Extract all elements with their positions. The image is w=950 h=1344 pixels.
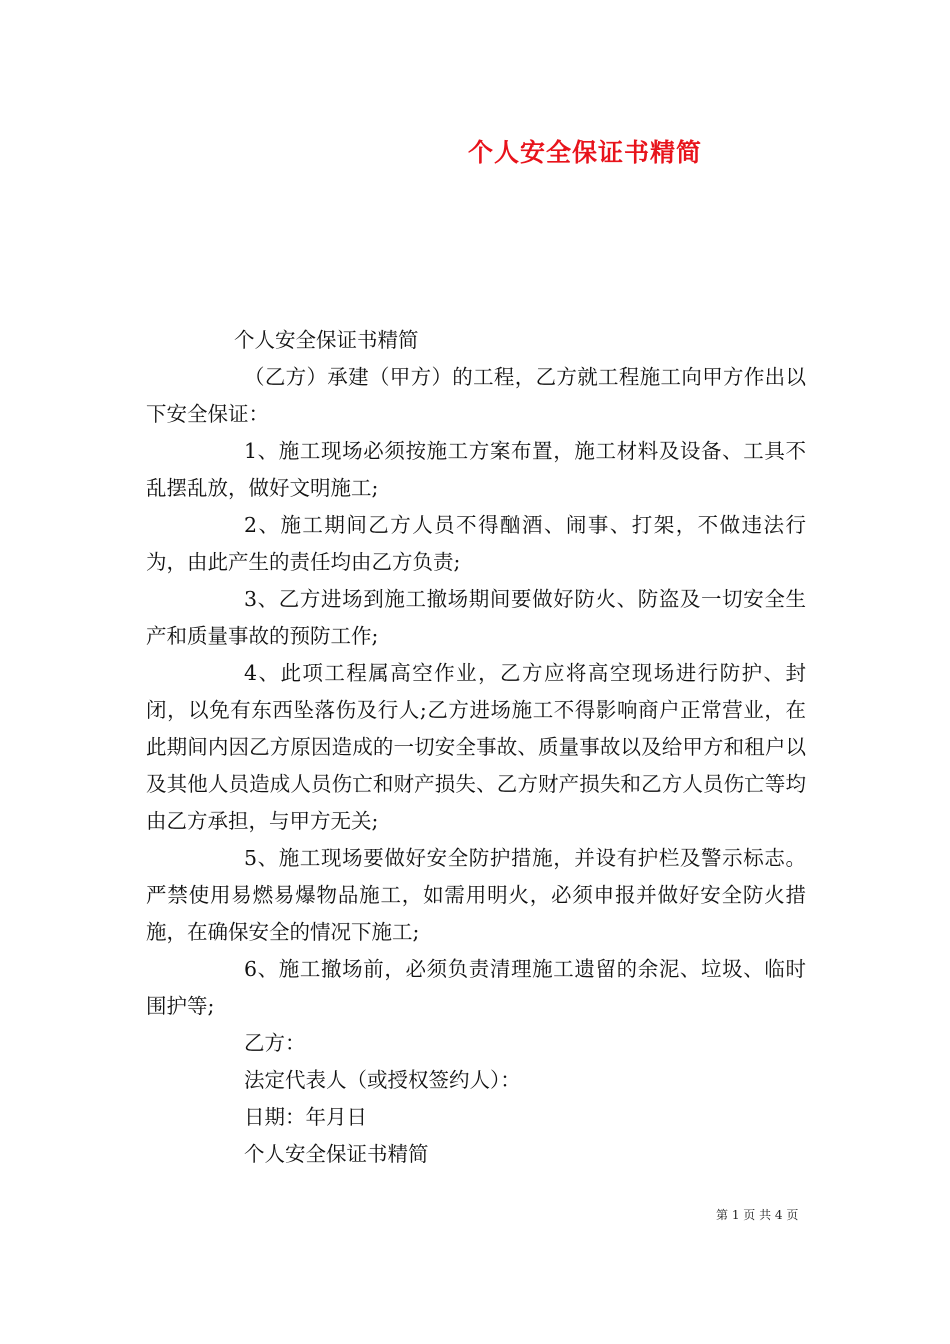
- closing-title: 个人安全保证书精简: [244, 1142, 429, 1166]
- clause-4: 4、此项工程属高空作业，乙方应将高空现场进行防护、封闭，以免有东西坠落伤及行人;乙方进场施工不得影响商户正常营业，在此期间内因乙方原因造成的一切安全事故、质量事故以及给甲方和租户以及其他人员造成人员伤亡和财产损失、乙方财产损失和乙方人员伤亡等均由乙方承担，与甲方无关;: [146, 661, 806, 833]
- clause-5: 5、施工现场要做好安全防护措施，并设有护栏及警示标志。严禁使用易燃易爆物品施工，如需用明火，必须申报并做好安全防火措施，在确保安全的情况下施工;: [146, 846, 806, 944]
- clause-2: 2、施工期间乙方人员不得酗酒、闹事、打架，不做违法行为，由此产生的责任均由乙方负责;: [146, 513, 806, 574]
- clause-3: 3、乙方进场到施工撤场期间要做好防火、防盗及一切安全生产和质量事故的预防工作;: [146, 587, 806, 648]
- clause-1: 1、施工现场必须按施工方案布置，施工材料及设备、工具不乱摆乱放，做好文明施工;: [146, 439, 806, 500]
- page-title: 个人安全保证书精简: [468, 138, 703, 167]
- intro-paragraph: （乙方）承建（甲方）的工程，乙方就工程施工向甲方作出以下安全保证：: [146, 365, 806, 426]
- signature-legal-rep: 法定代表人（或授权签约人）：: [244, 1068, 521, 1092]
- page-number: 第 1 页 共 4 页: [716, 1208, 799, 1222]
- document-subtitle: 个人安全保证书精简: [234, 328, 419, 352]
- clause-6: 6、施工撤场前，必须负责清理施工遗留的余泥、垃圾、临时围护等;: [146, 957, 806, 1018]
- signature-party-b: 乙方：: [244, 1031, 306, 1055]
- signature-date: 日期：年月日: [244, 1105, 367, 1129]
- document-body: [146, 322, 806, 1173]
